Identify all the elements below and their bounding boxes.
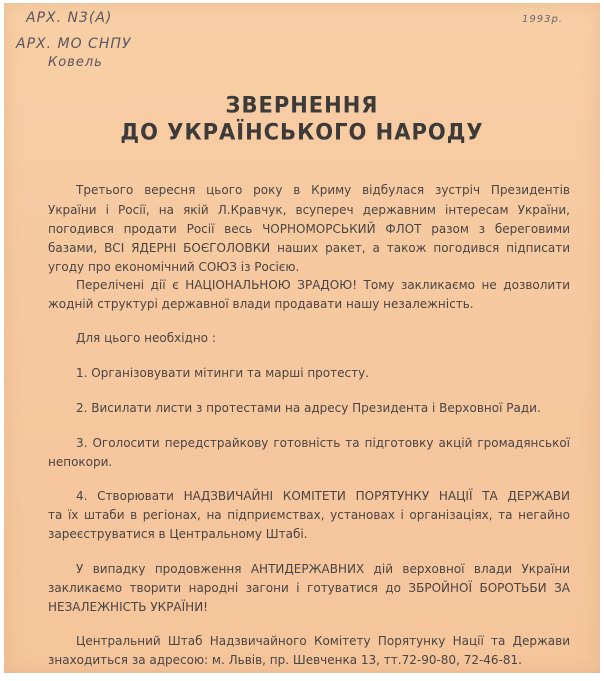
list-item-4-line-2: та їх штаби в регіонах, на підприємствах, установах і організаціях, та негайно [48,508,570,522]
list-item-3-line-1: 3. Оголосити передстрайкову готовність та підготовку акцій громадянської [76,436,570,450]
handwritten-city: Ковель [48,55,103,70]
handwritten-year: 1993р. [522,14,563,25]
handwritten-archive-number: АРХ. N3(А) [26,10,113,26]
footer-line-1: Центральний Штаб Надзвичайного Комітету Порятунку Нації та Держави [76,634,570,648]
list-item-1: 1. Організовувати мітинги та марші протесту. [76,366,370,380]
paragraph-3-line-1: У випадку продовження АНТИДЕРЖАВНИХ дій верховної влади України [76,562,570,576]
paragraph-3-line-2: закликаємо творити народні загони і готуватися до ЗБРОЙНОЇ БОРОТЬБИ ЗА [48,581,570,595]
document-title-line-2: ДО УКРАЇНСЬКОГО НАРОДУ [120,119,484,145]
paragraph-1-line-1: Третього вересня цього року в Криму відбулася зустріч Президентів [76,183,570,197]
paragraph-2-line-1: Перелічені дії є НАЦІОНАЛЬНОЮ ЗРАДОЮ! Тому закликаємо не дозволити [76,278,570,292]
paragraph-1-line-3: погодився продати Росії весь ЧОРНОМОРСЬКИЙ ФЛОТ разом з береговими [48,222,570,236]
paragraph-1-line-5: угоду про економічний СОЮЗ із Росією. [48,260,300,274]
paragraph-2-line-2: жодній структурі державної влади продавати нашу незалежність. [48,297,474,311]
list-item-3-line-2: непокори. [48,455,113,469]
paragraph-1-line-4: базами, ВСІ ЯДЕРНІ БОЄГОЛОВКИ наших ракет, а також погодився підписати [48,241,570,255]
footer-line-2: знаходиться за адресою: м. Львів, пр. Шевченка 13, тт.72-90-80, 72-46-81. [48,653,522,667]
handwritten-archive-name: АРХ. МО СНПУ [16,36,132,52]
list-item-2: 2. Висилати листи з протестами на адресу Президента і Верховної Ради. [76,401,541,415]
list-item-4-line-1: 4. Створювати НАДЗВИЧАЙНІ КОМІТЕТИ ПОРЯТУНКУ НАЦІЇ ТА ДЕРЖАВИ [76,489,570,503]
paragraph-3-line-3: НЕЗАЛЕЖНІСТЬ УКРАЇНИ! [48,600,208,614]
list-intro: Для цього необхідно : [76,331,216,345]
paragraph-1-line-2: України і Росії, на якій Л.Кравчук, всупереч державним інтересам України, [48,203,570,217]
list-item-4-line-3: зареєструватися в Центральному Штабі. [48,527,308,541]
document-title-line-1: ЗВЕРНЕННЯ [225,92,379,118]
